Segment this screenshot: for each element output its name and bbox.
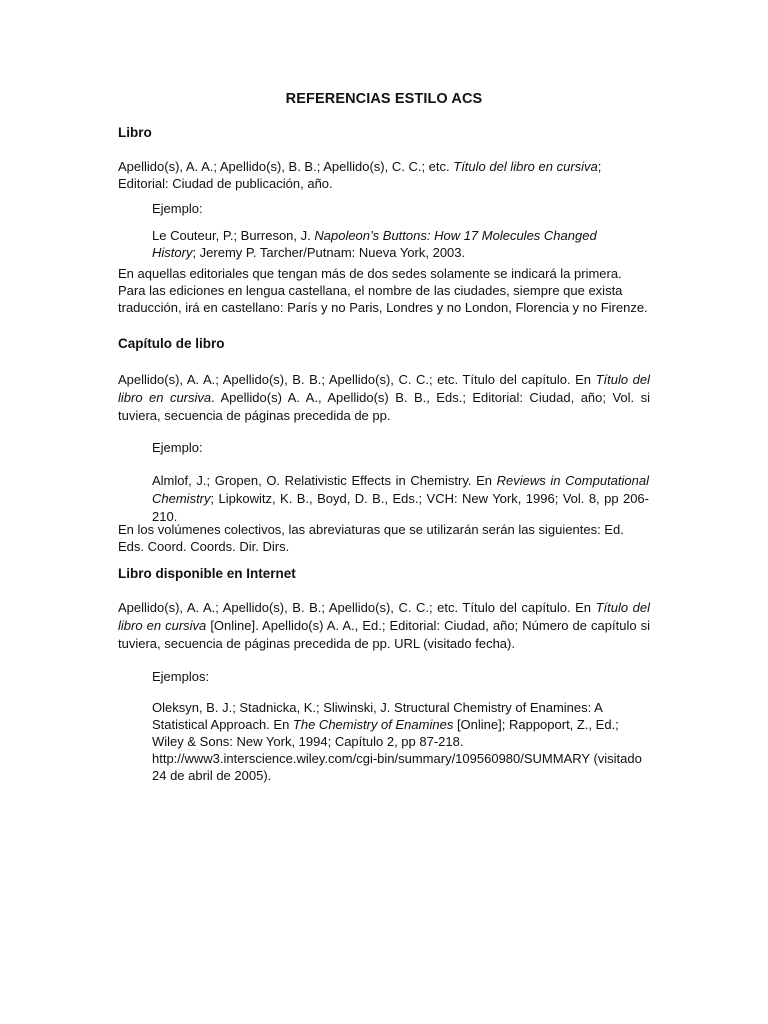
internet-example-label: Ejemplos: bbox=[152, 669, 210, 684]
libro-format-text-a: Apellido(s), A. A.; Apellido(s), B. B.; Apellido(s), C. C.; etc. bbox=[118, 159, 454, 174]
libro-format-italic: Título del libro en cursiva bbox=[453, 159, 598, 174]
capitulo-example-text-a: Almlof, J.; Gropen, O. Relativistic Effects in Chemistry. En bbox=[152, 473, 497, 488]
libro-format bbox=[118, 158, 638, 192]
section-heading-internet: Libro disponible en Internet bbox=[118, 566, 296, 581]
internet-example-text-a: Oleksyn, B. J.; Stadnicka, K.; Sliwinski, J. Structural Chemistry of Enamines: A Statistical Approach. En bbox=[152, 700, 603, 732]
capitulo-format-italic: Título del libro en cursiva bbox=[118, 372, 650, 405]
libro-note: En aquellas editoriales que tengan más de dos sedes solamente se indicará la primera. Para las ediciones en lengua castellana, el nombre de las ciudades, siempre que exista traducción, irá en castellano: París y no Paris, Londres y no London, Florencia y no Firenze. bbox=[118, 266, 648, 315]
libro-format-text-b: ; Editorial: Ciudad de publicación, año. bbox=[118, 159, 602, 191]
libro-example-text-a: Le Couteur, P.; Burreson, J. bbox=[152, 228, 315, 243]
section-heading-capitulo: Capítulo de libro bbox=[118, 336, 225, 351]
capitulo-example-text-b: ; Lipkowitz, K. B., Boyd, D. B., Eds.; VCH: New York, 1996; Vol. 8, pp 206-210. bbox=[152, 491, 649, 524]
capitulo-example bbox=[152, 472, 649, 526]
libro-example-italic: Napoleon’s Buttons: How 17 Molecules Changed History bbox=[152, 228, 597, 260]
capitulo-format-text-a: Apellido(s), A. A.; Apellido(s), B. B.; Apellido(s), C. C.; etc. Título del capítulo. En bbox=[118, 372, 596, 387]
libro-example-label: Ejemplo: bbox=[152, 201, 203, 216]
capitulo-note: En los volúmenes colectivos, las abreviaturas que se utilizarán serán las siguientes: Ed. Eds. Coord. Coords. Dir. Dirs. bbox=[118, 522, 624, 554]
section-heading-libro: Libro bbox=[118, 125, 152, 140]
internet-format-italic: Título del libro en cursiva bbox=[118, 600, 650, 633]
internet-format bbox=[118, 599, 650, 653]
capitulo-example-label: Ejemplo: bbox=[152, 440, 203, 455]
page-title: REFERENCIAS ESTILO ACS bbox=[285, 91, 483, 107]
capitulo-example-italic: Reviews in Computational Chemistry bbox=[152, 473, 649, 506]
internet-format-text-b: [Online]. Apellido(s) A. A., Ed.; Editorial: Ciudad, año; Número de capítulo si tuviera, secuencia de páginas precedida de pp. URL (visitado fecha). bbox=[118, 618, 650, 651]
internet-example-text-b: [Online]; Rappoport, Z., Ed.; Wiley & Sons: New York, 1994; Capítulo 2, pp 87-218. http://www3.interscience.wiley.com/cgi-bin/summary/109560980/SUMMARY (visitado 24 de abril de 2005). bbox=[152, 717, 642, 783]
libro-example-text-b: ; Jeremy P. Tarcher/Putnam: Nueva York, 2003. bbox=[192, 245, 466, 260]
capitulo-format bbox=[118, 371, 650, 425]
libro-example bbox=[152, 227, 642, 261]
internet-example bbox=[152, 699, 648, 784]
capitulo-format-text-b: . Apellido(s) A. A., Apellido(s) B. B., Eds.; Editorial: Ciudad, año; Vol. si tuviera, secuencia de páginas precedida de pp. bbox=[118, 390, 650, 423]
internet-example-italic: The Chemistry of Enamines bbox=[292, 717, 454, 732]
internet-format-text-a: Apellido(s), A. A.; Apellido(s), B. B.; Apellido(s), C. C.; etc. Título del capítulo. En bbox=[118, 600, 596, 615]
